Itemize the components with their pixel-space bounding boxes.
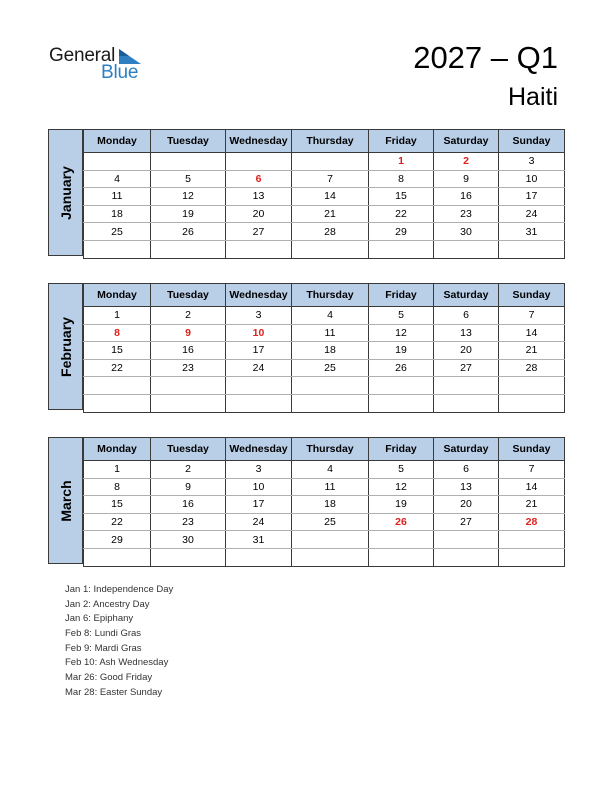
weekday-header: Thursday: [292, 284, 369, 307]
day-cell: 5: [151, 170, 226, 188]
week-row: [84, 324, 565, 342]
day-cell: 13: [434, 324, 499, 342]
weekday-header-row: [84, 284, 565, 307]
weekday-header: Wednesday: [226, 130, 292, 153]
logo: [49, 45, 159, 85]
weekday-header: Sunday: [499, 438, 565, 461]
week-row: [84, 394, 565, 412]
empty-day-cell: [434, 394, 499, 412]
empty-day-cell: [84, 240, 151, 258]
holiday-entry: Mar 26: Good Friday: [65, 672, 153, 684]
day-cell: 27: [226, 223, 292, 241]
day-cell: 18: [292, 342, 369, 360]
day-cell: 31: [226, 531, 292, 549]
empty-day-cell: [499, 394, 565, 412]
weekday-header-row: [84, 438, 565, 461]
day-cell: 2: [151, 307, 226, 325]
weekday-header: Tuesday: [151, 438, 226, 461]
day-cell: 5: [369, 307, 434, 325]
week-row: [84, 205, 565, 223]
month-name: February: [57, 316, 74, 377]
week-row: [84, 359, 565, 377]
weekday-header: Friday: [369, 438, 434, 461]
empty-day-cell: [226, 394, 292, 412]
empty-day-cell: [369, 548, 434, 566]
empty-day-cell: [226, 240, 292, 258]
day-cell: 3: [499, 153, 565, 171]
day-cell: 27: [434, 359, 499, 377]
day-cell: 18: [84, 205, 151, 223]
day-cell: 4: [84, 170, 151, 188]
day-cell: 12: [369, 478, 434, 496]
day-cell: 14: [499, 324, 565, 342]
empty-day-cell: [292, 394, 369, 412]
empty-day-cell: [151, 240, 226, 258]
day-cell: 27: [434, 513, 499, 531]
day-cell: 16: [151, 342, 226, 360]
day-cell: 29: [84, 531, 151, 549]
day-cell: 11: [292, 324, 369, 342]
holiday-entry: Jan 2: Ancestry Day: [65, 598, 150, 610]
day-cell: 1: [84, 307, 151, 325]
day-cell: 10: [499, 170, 565, 188]
day-cell: 30: [151, 531, 226, 549]
week-row: [84, 170, 565, 188]
day-cell: 6: [226, 170, 292, 188]
empty-day-cell: [499, 377, 565, 395]
day-cell: 3: [226, 461, 292, 479]
empty-day-cell: [434, 531, 499, 549]
day-cell: 24: [226, 513, 292, 531]
day-cell: 21: [499, 342, 565, 360]
week-row: [84, 531, 565, 549]
weekday-header: Saturday: [434, 284, 499, 307]
day-cell: 9: [151, 478, 226, 496]
day-cell: 14: [292, 188, 369, 206]
day-cell: 22: [369, 205, 434, 223]
day-cell: 8: [84, 478, 151, 496]
day-cell: 11: [292, 478, 369, 496]
day-cell: 13: [434, 478, 499, 496]
day-cell: 15: [84, 342, 151, 360]
empty-day-cell: [434, 377, 499, 395]
day-cell: 17: [226, 342, 292, 360]
empty-day-cell: [369, 240, 434, 258]
day-cell: 9: [434, 170, 499, 188]
weekday-header: Sunday: [499, 130, 565, 153]
weekday-header: Thursday: [292, 130, 369, 153]
week-row: [84, 496, 565, 514]
week-row: [84, 342, 565, 360]
day-cell: 26: [369, 513, 434, 531]
month-calendar-january: [48, 129, 564, 256]
day-cell: 12: [369, 324, 434, 342]
day-cell: 30: [434, 223, 499, 241]
empty-day-cell: [292, 548, 369, 566]
day-cell: 20: [434, 342, 499, 360]
weekday-header: Thursday: [292, 438, 369, 461]
empty-day-cell: [292, 153, 369, 171]
day-cell: 16: [151, 496, 226, 514]
weekday-header: Monday: [84, 438, 151, 461]
empty-day-cell: [499, 531, 565, 549]
empty-day-cell: [84, 377, 151, 395]
day-cell: 14: [499, 478, 565, 496]
weekday-header-row: [84, 130, 565, 153]
week-row: [84, 223, 565, 241]
empty-day-cell: [434, 240, 499, 258]
weekday-header: Tuesday: [151, 284, 226, 307]
weekday-header: Wednesday: [226, 284, 292, 307]
day-cell: 21: [292, 205, 369, 223]
day-cell: 28: [499, 359, 565, 377]
empty-day-cell: [369, 377, 434, 395]
day-cell: 6: [434, 461, 499, 479]
day-cell: 28: [499, 513, 565, 531]
day-cell: 3: [226, 307, 292, 325]
day-cell: 8: [369, 170, 434, 188]
day-cell: 13: [226, 188, 292, 206]
page-title: 2027 – Q1: [413, 40, 558, 75]
day-cell: 23: [434, 205, 499, 223]
week-row: [84, 478, 565, 496]
holiday-entry: Feb 8: Lundi Gras: [65, 628, 142, 640]
week-row: [84, 307, 565, 325]
empty-day-cell: [151, 394, 226, 412]
empty-day-cell: [151, 153, 226, 171]
day-cell: 19: [369, 342, 434, 360]
day-cell: 2: [434, 153, 499, 171]
day-cell: 23: [151, 513, 226, 531]
day-cell: 17: [226, 496, 292, 514]
month-calendar-march: [48, 437, 564, 564]
day-cell: 7: [292, 170, 369, 188]
day-cell: 19: [151, 205, 226, 223]
empty-day-cell: [151, 377, 226, 395]
day-cell: 18: [292, 496, 369, 514]
month-label-cell: [48, 129, 83, 256]
day-cell: 6: [434, 307, 499, 325]
logo-blue-text: Blue: [101, 62, 139, 83]
empty-day-cell: [369, 531, 434, 549]
day-cell: 31: [499, 223, 565, 241]
day-cell: 26: [369, 359, 434, 377]
day-cell: 16: [434, 188, 499, 206]
month-label-cell: [48, 437, 83, 564]
day-cell: 22: [84, 359, 151, 377]
day-cell: 10: [226, 324, 292, 342]
month-label-cell: [48, 283, 83, 410]
calendar-grid: [83, 129, 565, 259]
weekday-header: Monday: [84, 130, 151, 153]
day-cell: 23: [151, 359, 226, 377]
day-cell: 28: [292, 223, 369, 241]
weekday-header: Sunday: [499, 284, 565, 307]
holiday-entry: Jan 6: Epiphany: [65, 613, 134, 625]
week-row: [84, 240, 565, 258]
empty-day-cell: [292, 377, 369, 395]
weekday-header: Tuesday: [151, 130, 226, 153]
day-cell: 4: [292, 307, 369, 325]
week-row: [84, 513, 565, 531]
day-cell: 7: [499, 307, 565, 325]
week-row: [84, 188, 565, 206]
holiday-entry: Feb 9: Mardi Gras: [65, 642, 142, 654]
day-cell: 24: [226, 359, 292, 377]
logo-general-text: General: [49, 45, 116, 66]
holiday-list: [65, 583, 173, 701]
holiday-entry: Jan 1: Independence Day: [65, 584, 174, 595]
day-cell: 2: [151, 461, 226, 479]
weekday-header: Friday: [369, 130, 434, 153]
day-cell: 21: [499, 496, 565, 514]
empty-day-cell: [499, 548, 565, 566]
day-cell: 20: [434, 496, 499, 514]
month-calendar-february: [48, 283, 564, 410]
empty-day-cell: [84, 153, 151, 171]
weekday-header: Saturday: [434, 130, 499, 153]
empty-day-cell: [499, 240, 565, 258]
month-name: January: [57, 165, 74, 220]
day-cell: 4: [292, 461, 369, 479]
day-cell: 9: [151, 324, 226, 342]
day-cell: 22: [84, 513, 151, 531]
day-cell: 11: [84, 188, 151, 206]
week-row: [84, 153, 565, 171]
calendar-grid: [83, 283, 565, 413]
weekday-header: Monday: [84, 284, 151, 307]
week-row: [84, 461, 565, 479]
day-cell: 8: [84, 324, 151, 342]
country-name: Haiti: [507, 83, 558, 111]
day-cell: 5: [369, 461, 434, 479]
day-cell: 29: [369, 223, 434, 241]
empty-day-cell: [434, 548, 499, 566]
holiday-entry: Mar 28: Easter Sunday: [65, 686, 163, 698]
day-cell: 20: [226, 205, 292, 223]
day-cell: 25: [292, 359, 369, 377]
empty-day-cell: [84, 394, 151, 412]
day-cell: 17: [499, 188, 565, 206]
week-row: [84, 548, 565, 566]
day-cell: 1: [369, 153, 434, 171]
day-cell: 25: [292, 513, 369, 531]
weekday-header: Saturday: [434, 438, 499, 461]
empty-day-cell: [226, 548, 292, 566]
empty-day-cell: [226, 153, 292, 171]
day-cell: 24: [499, 205, 565, 223]
day-cell: 1: [84, 461, 151, 479]
weekday-header: Wednesday: [226, 438, 292, 461]
day-cell: 12: [151, 188, 226, 206]
empty-day-cell: [226, 377, 292, 395]
empty-day-cell: [151, 548, 226, 566]
week-row: [84, 377, 565, 395]
empty-day-cell: [292, 531, 369, 549]
day-cell: 15: [369, 188, 434, 206]
month-name: March: [57, 479, 74, 522]
day-cell: 7: [499, 461, 565, 479]
empty-day-cell: [369, 394, 434, 412]
empty-day-cell: [84, 548, 151, 566]
holiday-entry: Feb 10: Ash Wednesday: [65, 657, 169, 669]
empty-day-cell: [292, 240, 369, 258]
day-cell: 15: [84, 496, 151, 514]
day-cell: 10: [226, 478, 292, 496]
day-cell: 26: [151, 223, 226, 241]
day-cell: 19: [369, 496, 434, 514]
day-cell: 25: [84, 223, 151, 241]
weekday-header: Friday: [369, 284, 434, 307]
calendar-grid: [83, 437, 565, 567]
